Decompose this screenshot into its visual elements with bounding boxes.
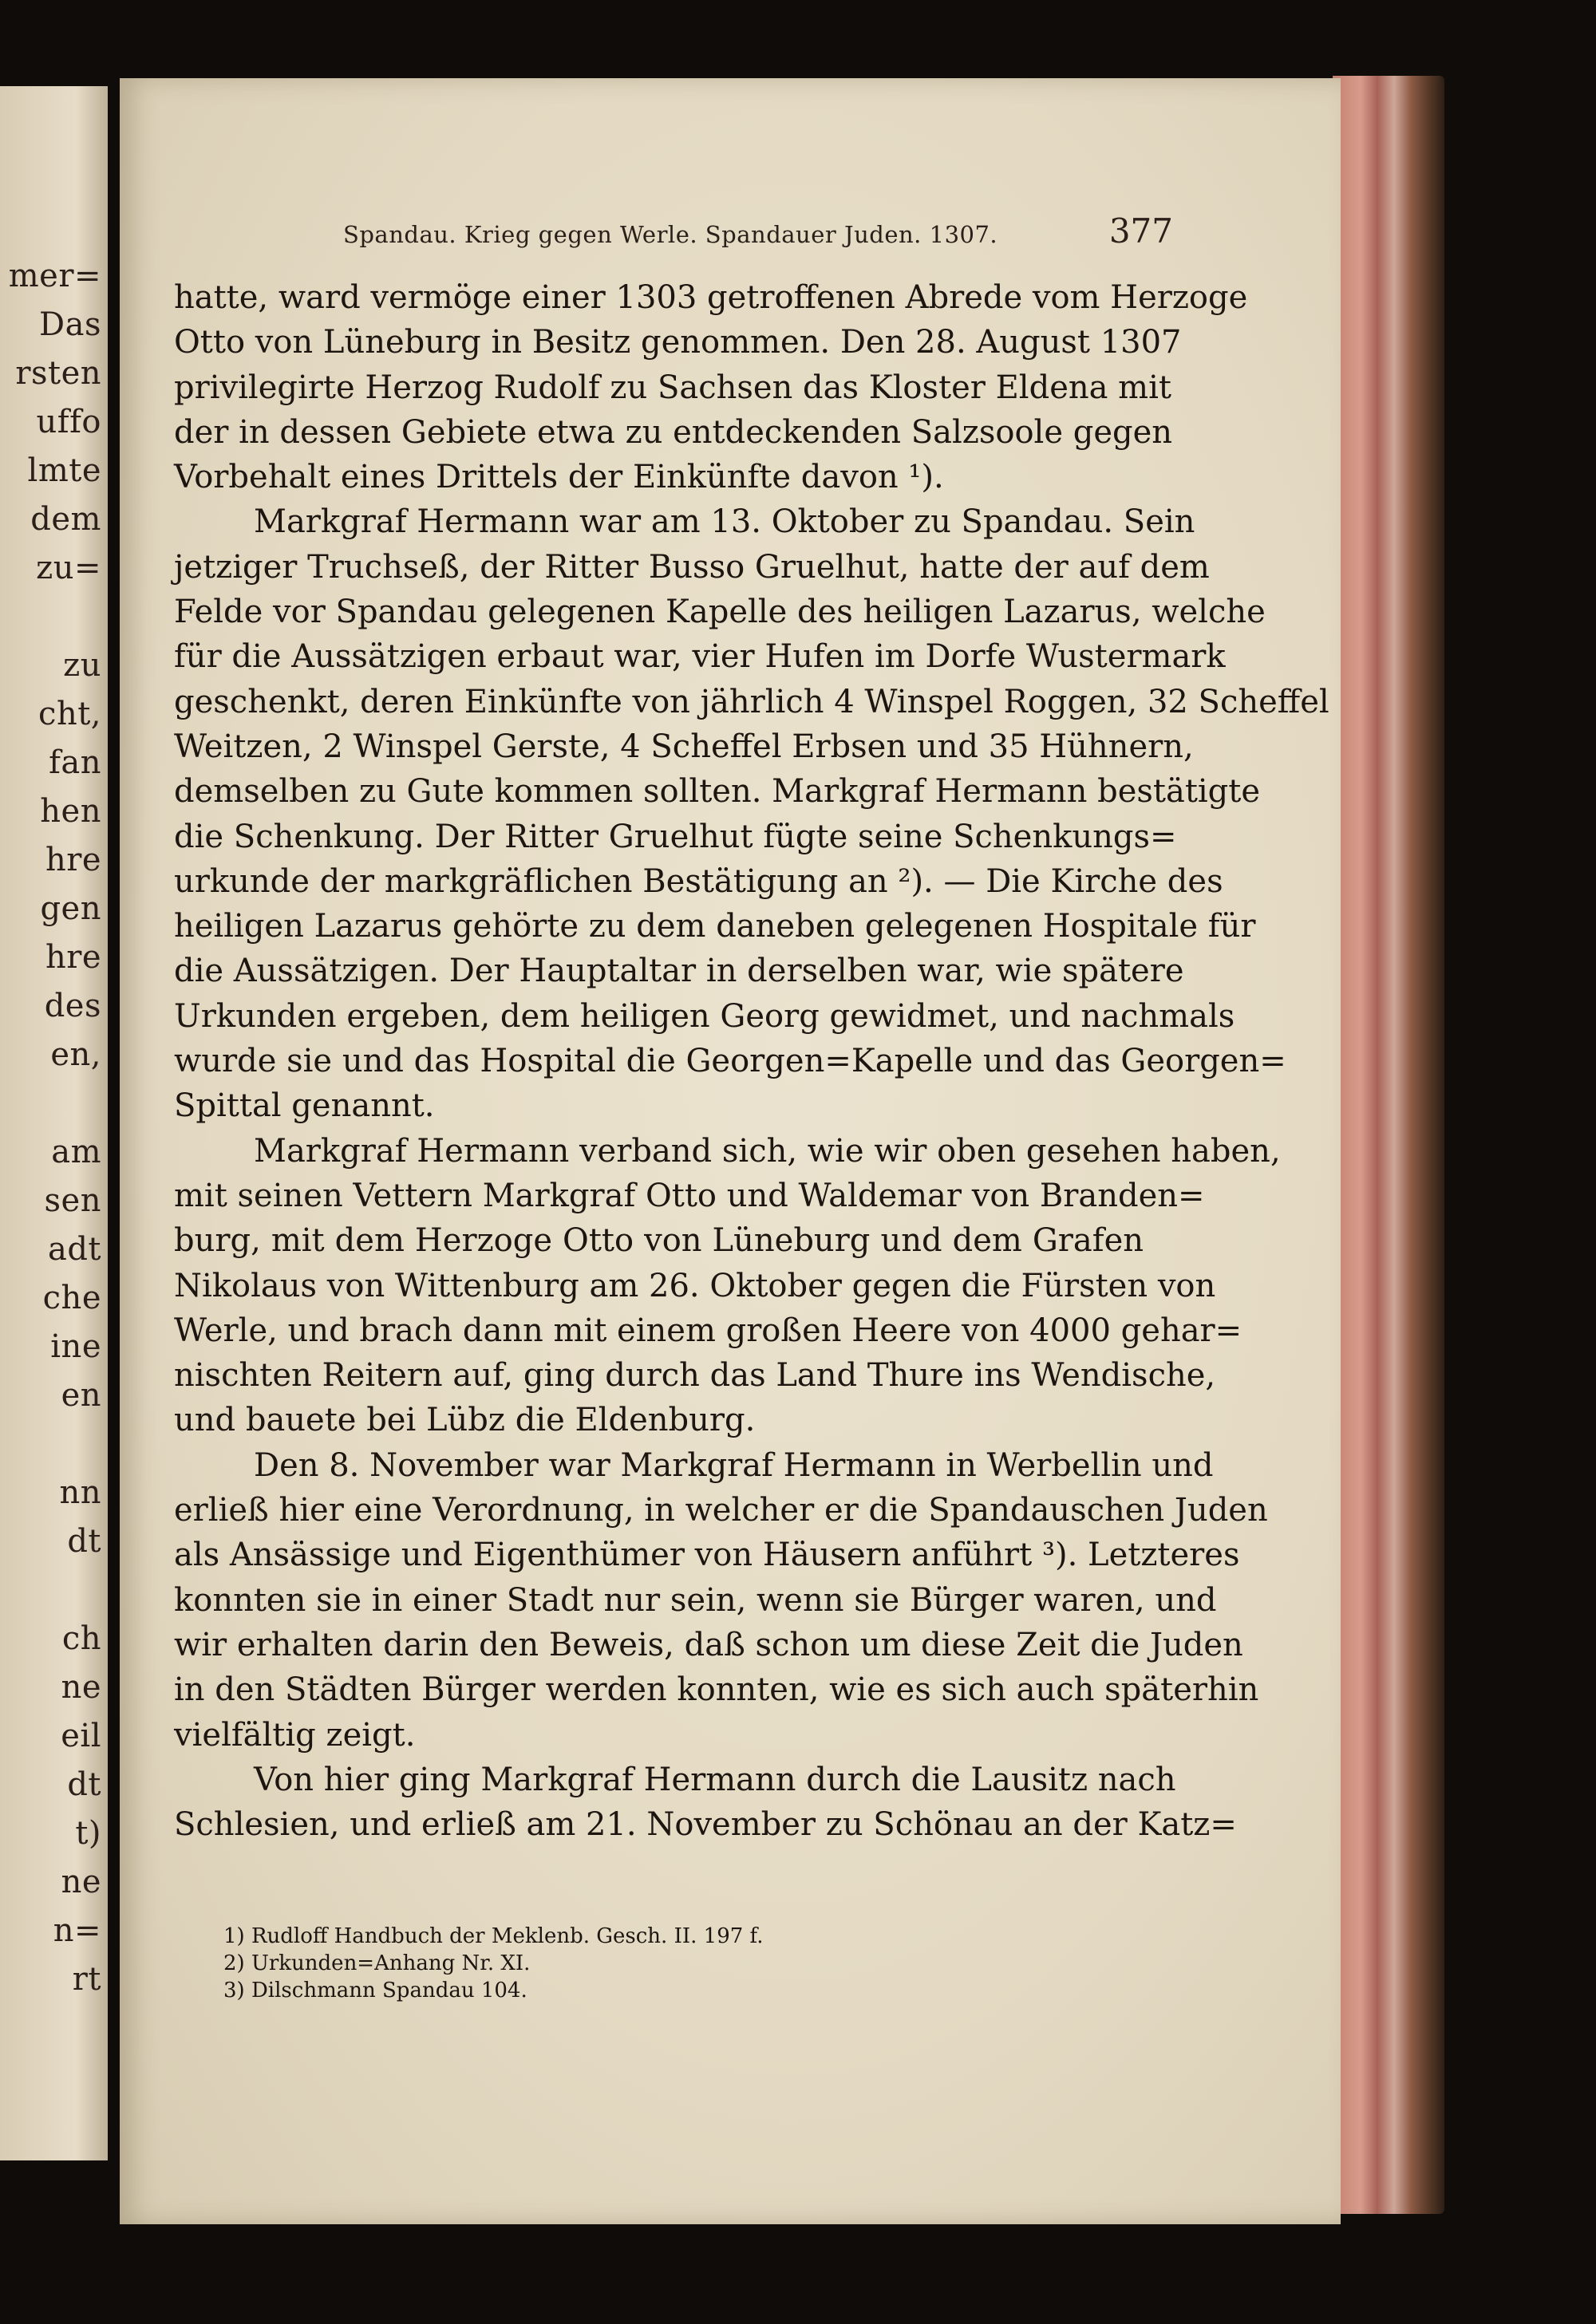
text-line: wir erhalten darin den Beweis, daß schon um diese Zeit die Juden xyxy=(174,1626,1243,1663)
facing-page-fragment-line: des xyxy=(44,988,101,1024)
facing-page-fragment-line: adt xyxy=(47,1231,101,1268)
facing-page-fragment xyxy=(0,86,108,2160)
paragraph xyxy=(174,1129,1281,1443)
facing-page-fragment-line: cht, xyxy=(38,696,101,732)
text-line: Otto von Lüneburg in Besitz genommen. Den 28. August 1307 xyxy=(174,324,1182,361)
facing-page-fragment-line: sen xyxy=(44,1182,101,1219)
page-edges xyxy=(1333,76,1444,2214)
facing-page-fragment-line: en xyxy=(61,1377,101,1414)
text-line: mit seinen Vettern Markgraf Otto und Waldemar von Branden= xyxy=(174,1177,1205,1214)
text-line: der in dessen Gebiete etwa zu entdeckenden Salzsoole gegen xyxy=(174,413,1173,451)
text-line: Felde vor Spandau gelegenen Kapelle des heiligen Lazarus, welche xyxy=(174,594,1266,631)
text-line: nischten Reitern auf, ging durch das Land Thure ins Wendische, xyxy=(174,1357,1216,1395)
text-line: wurde sie und das Hospital die Georgen=Kapelle und das Georgen= xyxy=(174,1043,1286,1080)
facing-page-fragment-line: rsten xyxy=(15,355,101,392)
footnote: 1) Rudloff Handbuch der Meklenb. Gesch. II. 197 f. xyxy=(223,1924,764,1948)
facing-page-fragment-line: Das xyxy=(39,306,101,343)
page-number: 377 xyxy=(1108,211,1173,251)
facing-page-fragment-line: am xyxy=(51,1134,101,1170)
text-line: die Schenkung. Der Ritter Gruelhut fügte seine Schenkungs= xyxy=(174,818,1177,855)
text-line: Markgraf Hermann war am 13. Oktober zu Spandau. Sein xyxy=(254,503,1195,541)
facing-page-fragment-line: gen xyxy=(40,890,101,927)
facing-page-fragment-line: ne xyxy=(61,1864,101,1900)
facing-page-fragment-line: mer= xyxy=(8,258,101,294)
text-line: für die Aussätzigen erbaut war, vier Hufen im Dorfe Wustermark xyxy=(174,638,1226,676)
text-line: erließ hier eine Verordnung, in welcher er die Spandauschen Juden xyxy=(174,1492,1268,1529)
text-line: Von hier ging Markgraf Hermann durch die Lausitz nach xyxy=(254,1761,1176,1798)
text-line: Spittal genannt. xyxy=(174,1087,435,1125)
text-line: privilegirte Herzog Rudolf zu Sachsen das Kloster Eldena mit xyxy=(174,369,1171,406)
running-title: Spandau. Krieg gegen Werle. Spandauer Juden. 1307. xyxy=(343,221,998,248)
text-line: Nikolaus von Wittenburg am 26. Oktober gegen die Fürsten von xyxy=(174,1267,1216,1304)
paragraph xyxy=(174,275,1248,499)
running-head xyxy=(343,211,1173,251)
facing-page-fragment-line: lmte xyxy=(27,452,101,489)
text-line: Weitzen, 2 Winspel Gerste, 4 Scheffel Erbsen und 35 Hühnern, xyxy=(174,728,1194,765)
facing-page-fragment-line: dt xyxy=(67,1766,101,1803)
paragraph xyxy=(174,1758,1237,1848)
facing-page-fragment-line: dem xyxy=(30,501,101,538)
facing-page-fragment-line: uffo xyxy=(36,404,101,440)
facing-page-fragment-line: hen xyxy=(40,793,101,830)
text-line: Den 8. November war Markgraf Hermann in Werbellin und xyxy=(254,1446,1214,1484)
text-line: Werle, und brach dann mit einem großen Heere von 4000 gehar= xyxy=(174,1312,1242,1349)
facing-page-fragment-line: zu= xyxy=(36,550,101,586)
facing-page-fragment-line: rt xyxy=(72,1961,101,1998)
text-line: burg, mit dem Herzoge Otto von Lüneburg und dem Grafen xyxy=(174,1222,1144,1260)
facing-page-fragment-line: ch xyxy=(61,1620,101,1657)
facing-page-fragment-line: nn xyxy=(59,1474,101,1511)
facing-page-fragment-line: ne xyxy=(61,1669,101,1706)
text-line: Urkunden ergeben, dem heiligen Georg gewidmet, und nachmals xyxy=(174,997,1235,1035)
body-text xyxy=(174,275,1329,1847)
text-line: vielfältig zeigt. xyxy=(174,1716,416,1754)
text-line: hatte, ward vermöge einer 1303 getroffenen Abrede vom Herzoge xyxy=(174,279,1248,316)
facing-page-fragment-line: n= xyxy=(53,1912,101,1949)
footnote: 3) Dilschmann Spandau 104. xyxy=(223,1979,527,2002)
paragraph xyxy=(174,499,1329,1128)
text-line: Markgraf Hermann verband sich, wie wir oben gesehen haben, xyxy=(254,1132,1281,1170)
facing-page-fragment-line: ine xyxy=(50,1328,101,1365)
footnote: 2) Urkunden=Anhang Nr. XI. xyxy=(223,1951,531,1975)
facing-page-fragment-line: en, xyxy=(50,1036,101,1073)
text-line: und bauete bei Lübz die Eldenburg. xyxy=(174,1402,756,1439)
footnotes xyxy=(223,1923,764,2004)
text-line: konnten sie in einer Stadt nur sein, wenn sie Bürger waren, und xyxy=(174,1581,1217,1619)
facing-page-fragment-line: hre xyxy=(45,939,101,976)
text-line: Vorbehalt eines Drittels der Einkünfte davon ¹). xyxy=(174,459,944,496)
text-line: jetziger Truchseß, der Ritter Busso Gruelhut, hatte der auf dem xyxy=(174,548,1210,586)
paragraph xyxy=(174,1443,1268,1758)
text-line: urkunde der markgräflichen Bestätigung an ²). — Die Kirche des xyxy=(174,862,1223,900)
facing-page-fragment-line: t) xyxy=(75,1815,101,1852)
text-line: in den Städten Bürger werden konnten, wie es sich auch späterhin xyxy=(174,1671,1259,1709)
text-line: demselben zu Gute kommen sollten. Markgraf Hermann bestätigte xyxy=(174,773,1261,811)
text-line: als Ansässige und Eigenthümer von Häusern anführt ³). Letzteres xyxy=(174,1537,1240,1574)
facing-page-fragment-line: eil xyxy=(61,1718,101,1754)
facing-page-fragment-line: dt xyxy=(67,1523,101,1560)
text-line: heiligen Lazarus gehörte zu dem daneben gelegenen Hospitale für xyxy=(174,908,1256,945)
text-line: die Aussätzigen. Der Hauptaltar in derselben war, wie spätere xyxy=(174,953,1184,990)
facing-page-fragment-line: zu xyxy=(63,647,101,684)
facing-page-fragment-line: fan xyxy=(49,744,101,781)
text-line: geschenkt, deren Einkünfte von jährlich 4 Winspel Roggen, 32 Scheffel xyxy=(174,683,1329,720)
facing-page-fragment-line: che xyxy=(42,1280,101,1316)
text-line: Schlesien, und erließ am 21. November zu Schönau an der Katz= xyxy=(174,1806,1237,1844)
facing-page-fragment-line: hre xyxy=(45,842,101,878)
